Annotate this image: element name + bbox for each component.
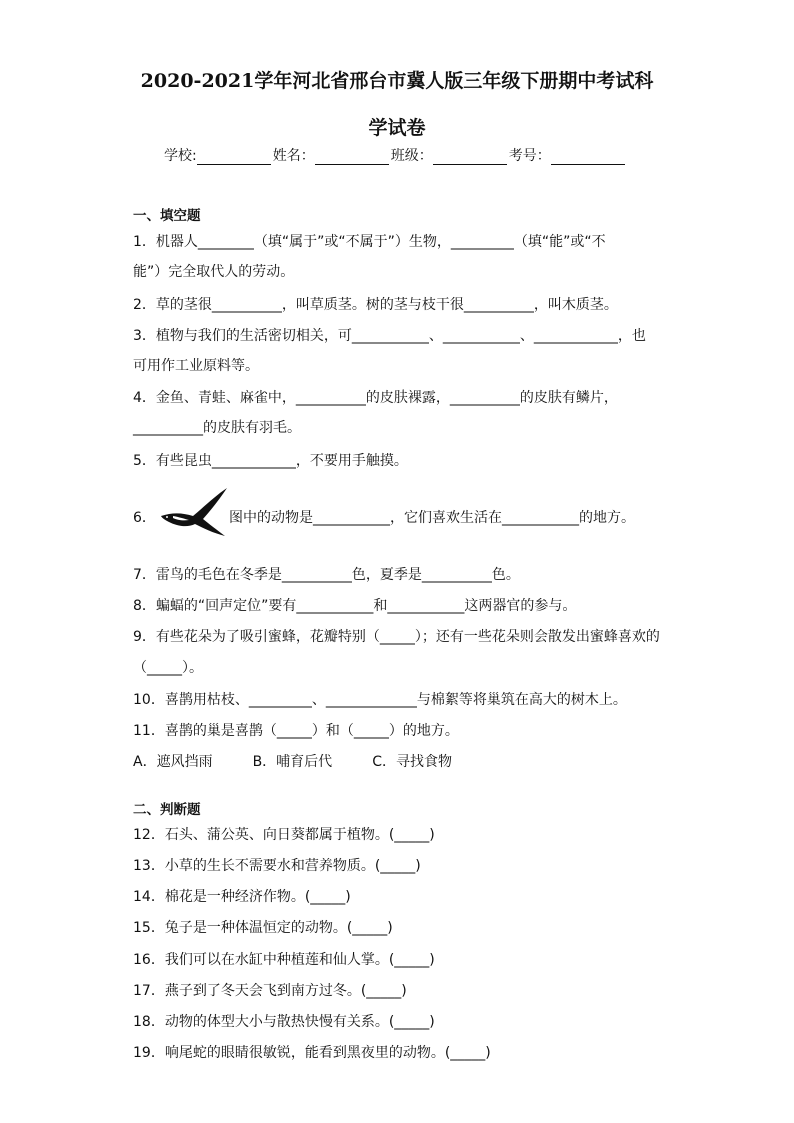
name-blank[interactable] (315, 150, 389, 165)
class-blank[interactable] (433, 150, 507, 165)
section-heading-judge: 二、判断题 (133, 802, 201, 818)
exam-title-line-1: 2020-2021学年河北省邢台市冀人版三年级下册期中考试科 (140, 70, 654, 92)
section-heading-fill: 一、填空题 (133, 208, 201, 224)
judge-line: 14．棉花是一种经济作物。(_____) (133, 889, 351, 905)
option-a[interactable]: A．遮风挡雨 (133, 754, 213, 770)
question-line: __________的皮肤有羽毛。 (133, 420, 301, 436)
exam-no-blank[interactable] (551, 150, 625, 165)
option-c[interactable]: C．寻找食物 (372, 754, 452, 770)
judge-line: 15．兔子是一种体温恒定的动物。(_____) (133, 920, 393, 936)
name-label: 姓名： (272, 148, 315, 164)
question-line: 可用作工业原料等。 (133, 358, 259, 374)
options-row (133, 753, 492, 771)
judge-line: 12．石头、蒲公英、向日葵都属于植物。(_____) (133, 827, 435, 843)
question-line: 9．有些花朵为了吸引蜜蜂，花瓣特别（_____）；还有一些花朵则会散发出蜜蜂喜欢的 (133, 629, 660, 645)
question-6-number: 6． (133, 510, 156, 526)
judge-line: 13．小草的生长不需要水和营养物质。(_____) (133, 858, 421, 874)
exam-no-label: 考号： (508, 148, 551, 164)
judge-line: 18．动物的体型大小与散热快慢有关系。(_____) (133, 1014, 435, 1030)
question-line: 1．机器人________（填“属于”或“不属于”）生物，_________（填“能”或“不 (133, 234, 606, 250)
swallow-bird-image (159, 486, 229, 538)
student-info-row (164, 145, 627, 165)
question-line: 3．植物与我们的生活密切相关，可___________、___________、____________，也 (133, 328, 646, 344)
question-line: 能”）完全取代人的劳动。 (133, 264, 295, 280)
question-line: 10．喜鹊用枯枝、_________、_____________与棉絮等将巢筑在高大的树木上。 (133, 692, 627, 708)
class-label: 班级： (390, 148, 433, 164)
question-line: 图中的动物是___________，它们喜欢生活在___________的地方。 (229, 510, 635, 526)
judge-line: 19．响尾蛇的眼睛很敏锐，能看到黑夜里的动物。(_____) (133, 1045, 491, 1061)
question-line: 2．草的茎很__________，叫草质茎。树的茎与枝干很__________，叫木质茎。 (133, 297, 618, 313)
question-line: 5．有些昆虫____________，不要用手触摸。 (133, 453, 408, 469)
question-line: 7．雷鸟的毛色在冬季是__________色，夏季是__________色。 (133, 567, 520, 583)
exam-title-line-2: 学试卷 (368, 117, 426, 139)
question-line: 11．喜鹊的巢是喜鹊（_____）和（_____）的地方。 (133, 723, 459, 739)
question-line: 4．金鱼、青蛙、麻雀中，__________的皮肤裸露，__________的皮肤有鳞片， (133, 390, 618, 406)
judge-line: 16．我们可以在水缸中种植莲和仙人掌。(_____) (133, 952, 435, 968)
option-b[interactable]: B．哺育后代 (252, 754, 333, 770)
question-line: （_____）。 (133, 660, 203, 676)
school-blank[interactable] (197, 150, 271, 165)
question-line: 8．蝙蝠的“回声定位”要有___________和___________这两器官的参与。 (133, 598, 577, 614)
judge-line: 17．燕子到了冬天会飞到南方过冬。(_____) (133, 983, 407, 999)
school-label: 学校: (164, 148, 197, 164)
